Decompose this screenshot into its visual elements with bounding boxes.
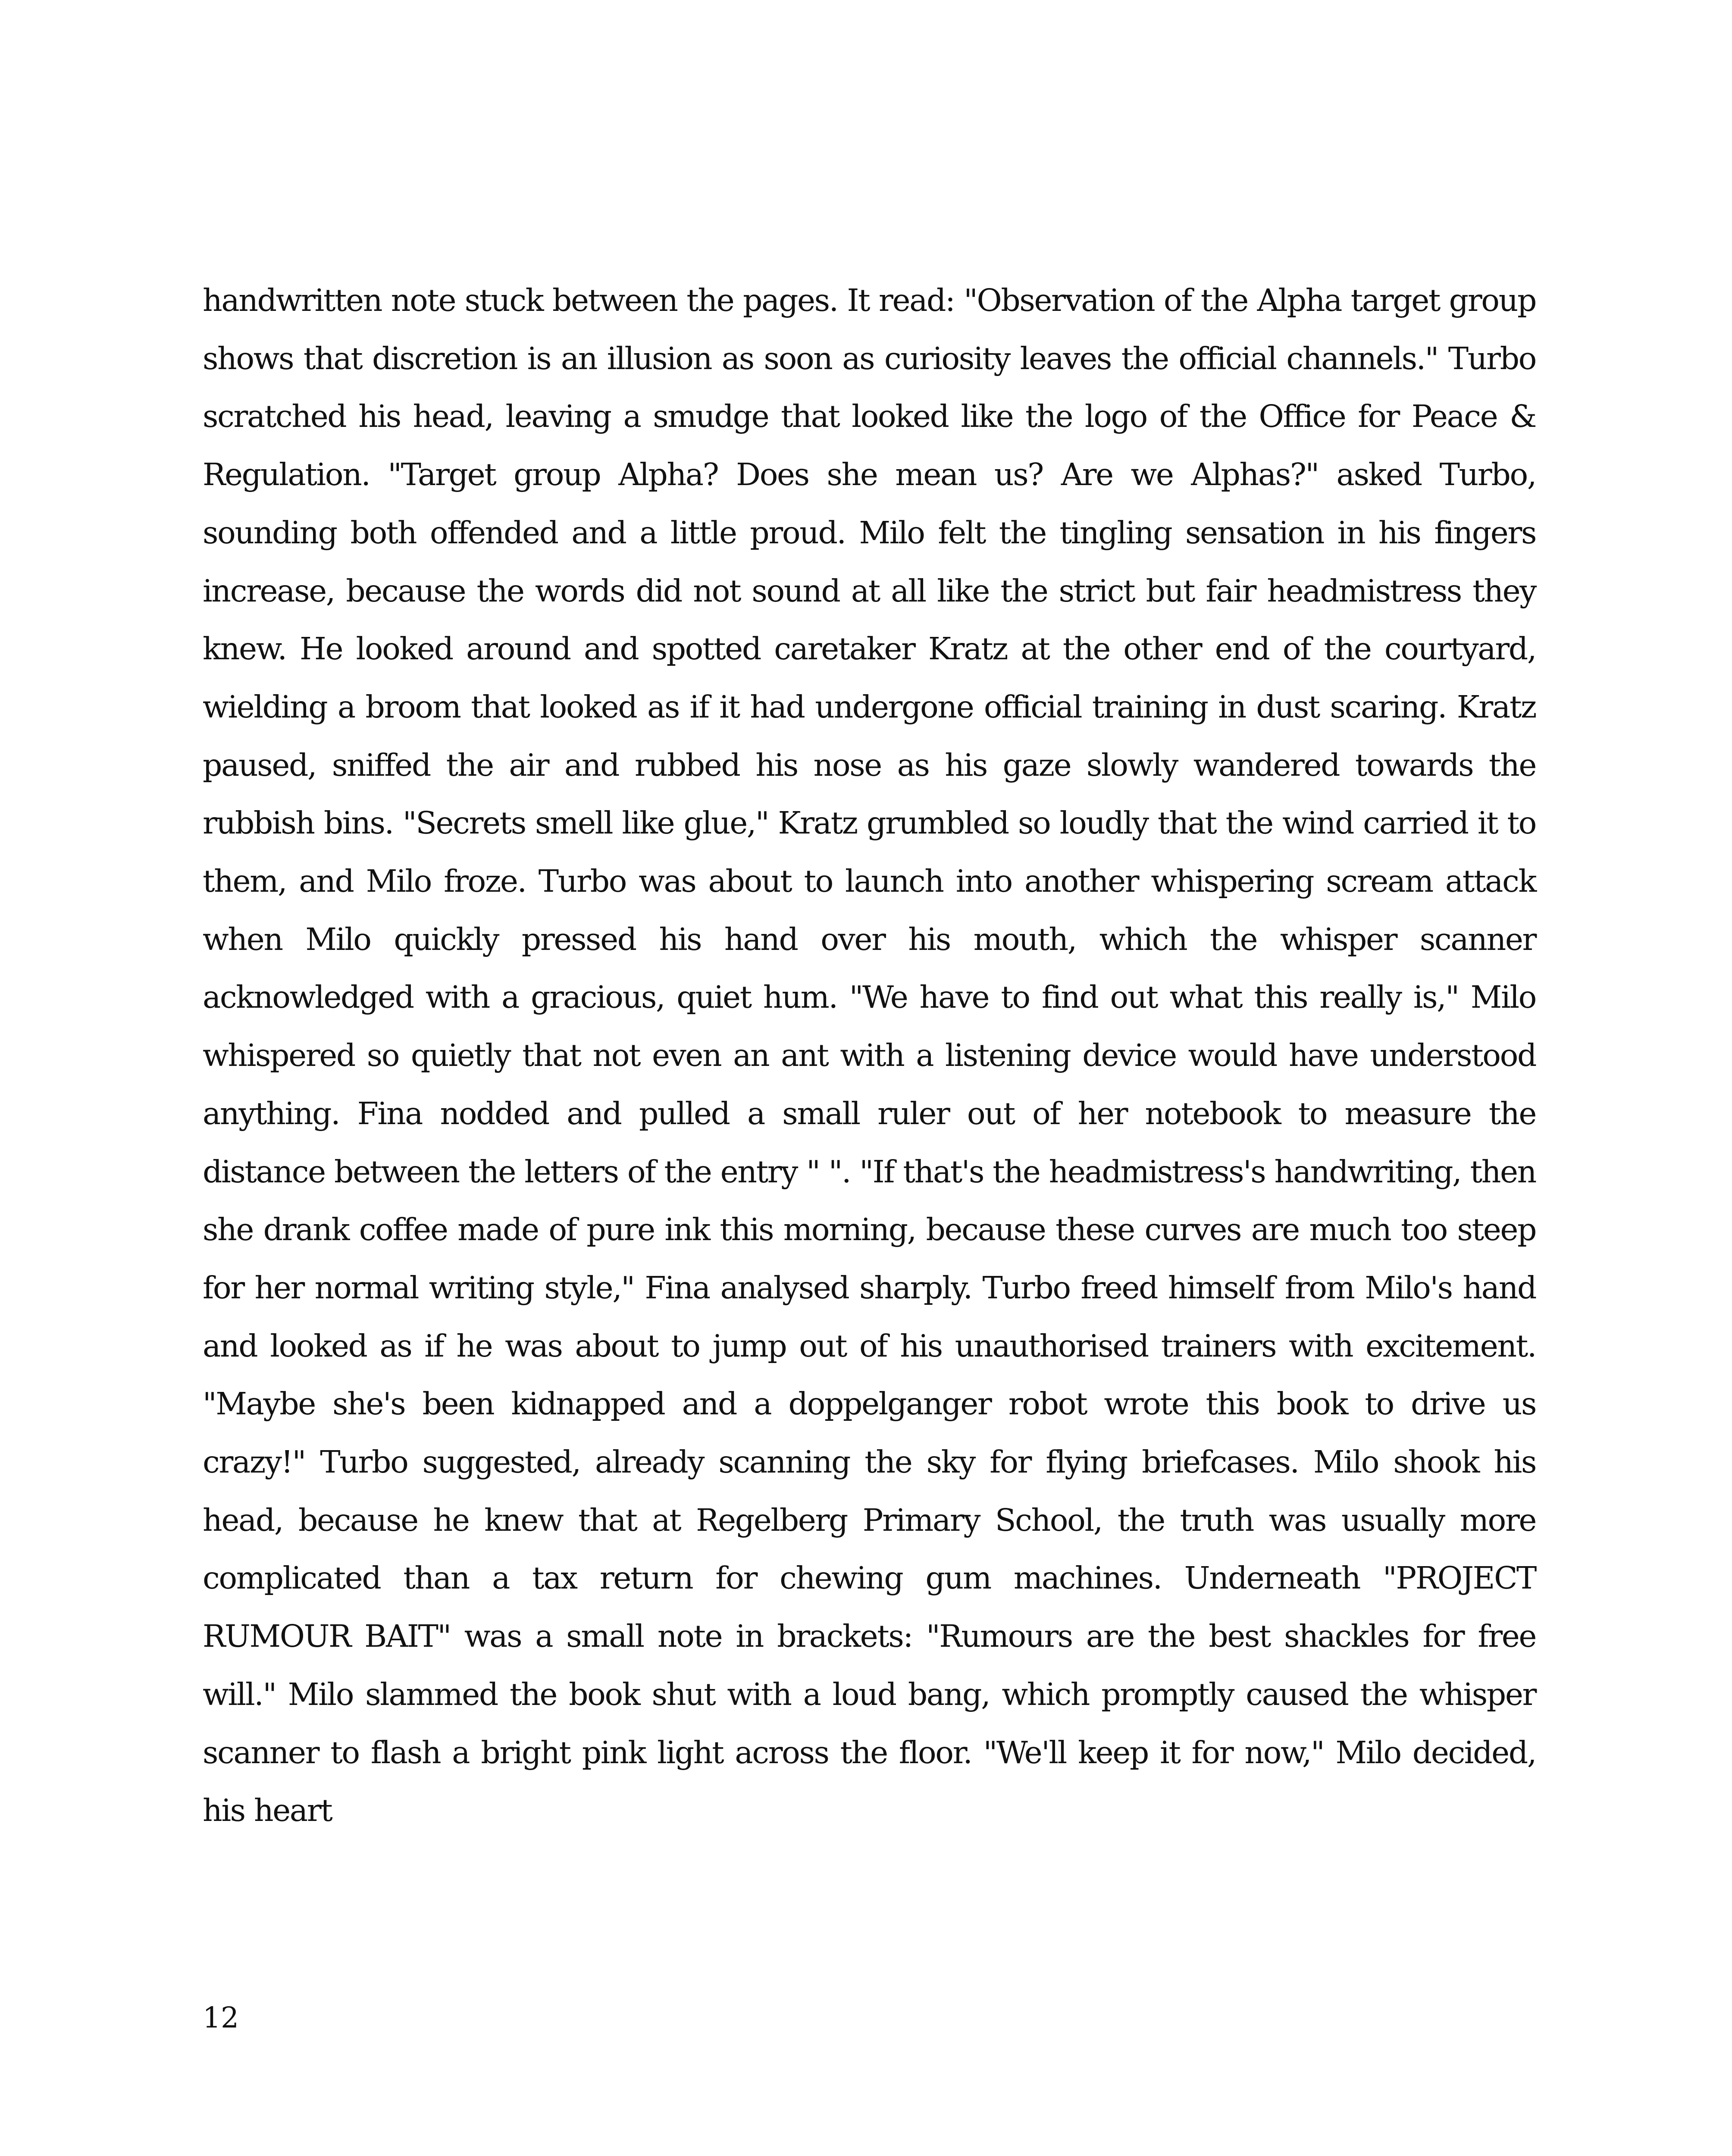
page-number: 12 [203, 2001, 239, 2034]
body-paragraph: handwritten note stuck between the pages. It read: "Observation of the Alpha target group shows that discretion is an illusion as soon as curiosity leaves the official channels." Turbo scratched his head, leaving a smudge that looked like the logo of the Office for Peace & Regulation. "Target group Alpha? Does she mean us? Are we Alphas?" asked Turbo, sounding both offended and a little proud. Milo felt the tingling sensation in his fingers increase, because the words did not sound at all like the strict but fair headmistress they knew. He looked around and spotted caretaker Kratz at the other end of the courtyard, wielding a broom that looked as if it had undergone official training in dust scaring. Kratz paused, sniffed the air and rubbed his nose as his gaze slowly wandered towards the rubbish bins. "Secrets smell like glue," Kratz grumbled so loudly that the wind carried it to them, and Milo froze. Turbo was about to launch into another whispering scream attack when Milo quickly pressed his hand over his mouth, which the whisper scanner acknowledged with a gracious, quiet hum. "We have to find out what this really is," Milo whispered so quietly that not even an ant with a listening device would have understood anything. Fina nodded and pulled a small ruler out of her notebook to measure the distance between the letters of the entry " ". "If that's the headmistress's handwriting, then she drank coffee made of pure ink this morning, because these curves are much too steep for her normal writing style," Fina analysed sharply. Turbo freed himself from Milo's hand and looked as if he was about to jump out of his unauthorised trainers with excitement. "Maybe she's been kidnapped and a doppelganger robot wrote this book to drive us crazy!" Turbo suggested, already scanning the sky for flying briefcases. Milo shook his head, because he knew that at Regelberg Primary School, the truth was usually more complicated than a tax return for chewing gum machines. Underneath "PROJECT RUMOUR BAIT" was a small note in brackets: "Rumours are the best shackles for free will." Milo slammed the book shut with a loud bang, which promptly caused the whisper scanner to flash a bright pink light across the floor. "We'll keep it for now," Milo decided, his heart [203, 282, 1536, 1829]
